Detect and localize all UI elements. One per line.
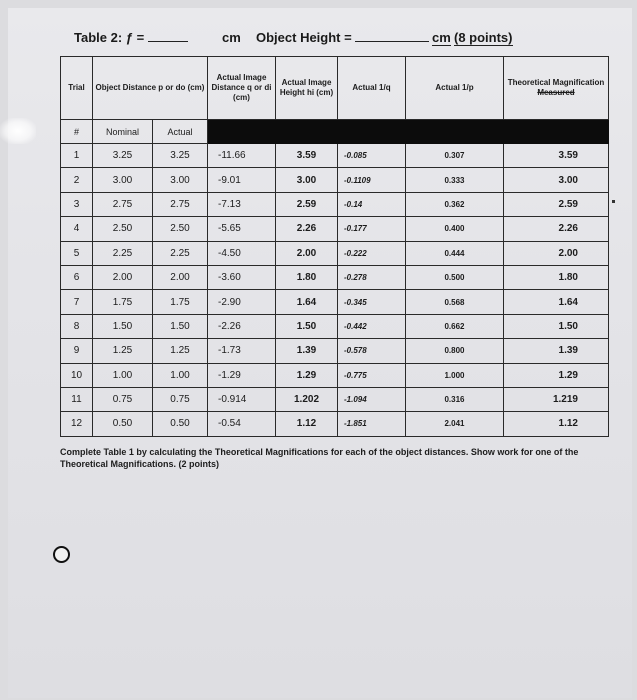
answer-radio[interactable]: [53, 546, 70, 563]
image-height-cell: 1.64: [276, 290, 338, 314]
image-distance-cell: -11.66: [208, 144, 276, 168]
inv-p-cell: 1.000: [406, 363, 504, 387]
col-image-height: Actual Image Height hi (cm): [276, 57, 338, 120]
image-height-cell: 2.00: [276, 241, 338, 265]
col-inv-p: Actual 1/p: [406, 57, 504, 120]
inv-p-cell: 0.316: [406, 387, 504, 411]
inv-q-cell: -0.177: [338, 217, 406, 241]
actual-cell: 1.25: [153, 339, 208, 363]
image-height-cell: 1.50: [276, 314, 338, 338]
actual-cell: 3.00: [153, 168, 208, 192]
nominal-cell: 2.50: [93, 217, 153, 241]
table-row: [61, 290, 609, 314]
data-table: [60, 56, 609, 437]
inv-q-cell: -1.851: [338, 412, 406, 436]
actual-cell: 1.50: [153, 314, 208, 338]
inv-p-cell: 2.041: [406, 412, 504, 436]
inv-p-cell: 0.333: [406, 168, 504, 192]
trial-cell: 12: [61, 412, 93, 436]
image-height-cell: 1.202: [276, 387, 338, 411]
table-row: [61, 339, 609, 363]
trial-cell: 5: [61, 241, 93, 265]
theoretical-cell: 1.80: [504, 265, 609, 289]
image-distance-cell: -2.26: [208, 314, 276, 338]
col-theoretical: [504, 57, 609, 120]
trial-cell: 1: [61, 144, 93, 168]
image-height-cell: 2.26: [276, 217, 338, 241]
sub-nominal: Nominal: [93, 120, 153, 144]
col-theoretical-title: Theoretical Magnification: [507, 78, 605, 87]
theoretical-cell: 2.00: [504, 241, 609, 265]
inv-p-cell: 0.444: [406, 241, 504, 265]
table-row: [61, 387, 609, 411]
image-distance-cell: -3.60: [208, 265, 276, 289]
table-label: [74, 30, 188, 45]
focal-length-blank: [148, 41, 188, 42]
image-height-cell: 3.59: [276, 144, 338, 168]
image-height-cell: 2.59: [276, 192, 338, 216]
table-row: [61, 314, 609, 338]
table-body: [61, 144, 609, 437]
image-height-cell: 1.80: [276, 265, 338, 289]
trial-cell: 3: [61, 192, 93, 216]
theoretical-cell: 1.64: [504, 290, 609, 314]
unit-cm-1: cm: [222, 30, 241, 45]
col-trial: Trial: [61, 57, 93, 120]
image-height-cell: 1.39: [276, 339, 338, 363]
nominal-cell: 1.25: [93, 339, 153, 363]
theoretical-cell: 2.26: [504, 217, 609, 241]
image-height-cell: 3.00: [276, 168, 338, 192]
table-row: [61, 168, 609, 192]
trial-cell: 7: [61, 290, 93, 314]
nominal-cell: 1.00: [93, 363, 153, 387]
image-distance-cell: -9.01: [208, 168, 276, 192]
points-label: (8 points): [454, 30, 513, 45]
image-distance-cell: -4.50: [208, 241, 276, 265]
inv-p-cell: 0.662: [406, 314, 504, 338]
sub-hash: #: [61, 120, 93, 144]
table-row: [61, 192, 609, 216]
unit-cm-2: cm: [432, 30, 451, 45]
table-row: [61, 412, 609, 436]
col-object-distance: Object Distance p or do (cm): [93, 57, 208, 120]
inv-p-cell: 0.307: [406, 144, 504, 168]
actual-cell: 2.50: [153, 217, 208, 241]
light-glare: [0, 118, 36, 144]
col-theoretical-struck: Measured: [537, 88, 575, 97]
theoretical-cell: 1.12: [504, 412, 609, 436]
image-distance-cell: -2.90: [208, 290, 276, 314]
image-height-cell: 1.29: [276, 363, 338, 387]
trial-cell: 8: [61, 314, 93, 338]
image-distance-cell: -0.54: [208, 412, 276, 436]
table-row: [61, 265, 609, 289]
nominal-cell: 2.75: [93, 192, 153, 216]
table-row: [61, 217, 609, 241]
object-height-text: Object Height =: [256, 30, 352, 45]
object-height-label: [256, 30, 429, 45]
inv-q-cell: -0.1109: [338, 168, 406, 192]
actual-cell: 1.75: [153, 290, 208, 314]
nominal-cell: 3.25: [93, 144, 153, 168]
nominal-cell: 1.50: [93, 314, 153, 338]
sub-actual: Actual: [153, 120, 208, 144]
theoretical-cell: 3.00: [504, 168, 609, 192]
trial-cell: 10: [61, 363, 93, 387]
inv-p-cell: 0.500: [406, 265, 504, 289]
nominal-cell: 0.75: [93, 387, 153, 411]
trial-cell: 11: [61, 387, 93, 411]
inv-p-cell: 0.362: [406, 192, 504, 216]
nominal-cell: 1.75: [93, 290, 153, 314]
actual-cell: 0.75: [153, 387, 208, 411]
trial-cell: 6: [61, 265, 93, 289]
subheader-row: [61, 120, 609, 144]
trial-cell: 2: [61, 168, 93, 192]
table-row: [61, 241, 609, 265]
actual-cell: 2.00: [153, 265, 208, 289]
image-distance-cell: -7.13: [208, 192, 276, 216]
nominal-cell: 2.00: [93, 265, 153, 289]
blacked-out-cells: [208, 120, 609, 144]
trial-cell: 9: [61, 339, 93, 363]
image-distance-cell: -0.914: [208, 387, 276, 411]
inv-p-cell: 0.400: [406, 217, 504, 241]
nominal-cell: 2.25: [93, 241, 153, 265]
col-image-distance: Actual Image Distance q or di (cm): [208, 57, 276, 120]
theoretical-cell: 3.59: [504, 144, 609, 168]
inv-q-cell: -0.578: [338, 339, 406, 363]
theoretical-cell: 2.59: [504, 192, 609, 216]
image-distance-cell: -1.29: [208, 363, 276, 387]
theoretical-cell: 1.50: [504, 314, 609, 338]
image-distance-cell: -5.65: [208, 217, 276, 241]
image-height-cell: 1.12: [276, 412, 338, 436]
table-row: [61, 363, 609, 387]
inv-p-cell: 0.800: [406, 339, 504, 363]
table-label-text: Table 2: ƒ =: [74, 30, 145, 45]
theoretical-cell: 1.219: [504, 387, 609, 411]
inv-p-cell: 0.568: [406, 290, 504, 314]
inv-q-cell: -0.345: [338, 290, 406, 314]
header-row: [61, 57, 609, 120]
col-inv-q: Actual 1/q: [338, 57, 406, 120]
inv-q-cell: -0.775: [338, 363, 406, 387]
object-height-blank: [355, 41, 429, 42]
actual-cell: 2.25: [153, 241, 208, 265]
theoretical-cell: 1.39: [504, 339, 609, 363]
table-heading: [62, 26, 602, 50]
image-distance-cell: -1.73: [208, 339, 276, 363]
theoretical-cell: 1.29: [504, 363, 609, 387]
inv-q-cell: -0.085: [338, 144, 406, 168]
actual-cell: 2.75: [153, 192, 208, 216]
nominal-cell: 0.50: [93, 412, 153, 436]
inv-q-cell: -1.094: [338, 387, 406, 411]
nominal-cell: 3.00: [93, 168, 153, 192]
actual-cell: 1.00: [153, 363, 208, 387]
inv-q-cell: -0.278: [338, 265, 406, 289]
trial-cell: 4: [61, 217, 93, 241]
instruction-text: Complete Table 1 by calculating the Theoretical Magnifications for each of the object distances. Show work for one of the Theoretical Magnifications. (2 points): [60, 447, 579, 469]
inv-q-cell: -0.14: [338, 192, 406, 216]
actual-cell: 0.50: [153, 412, 208, 436]
pen-mark: [612, 200, 615, 203]
inv-q-cell: -0.222: [338, 241, 406, 265]
inv-q-cell: -0.442: [338, 314, 406, 338]
table-row: [61, 144, 609, 168]
actual-cell: 3.25: [153, 144, 208, 168]
